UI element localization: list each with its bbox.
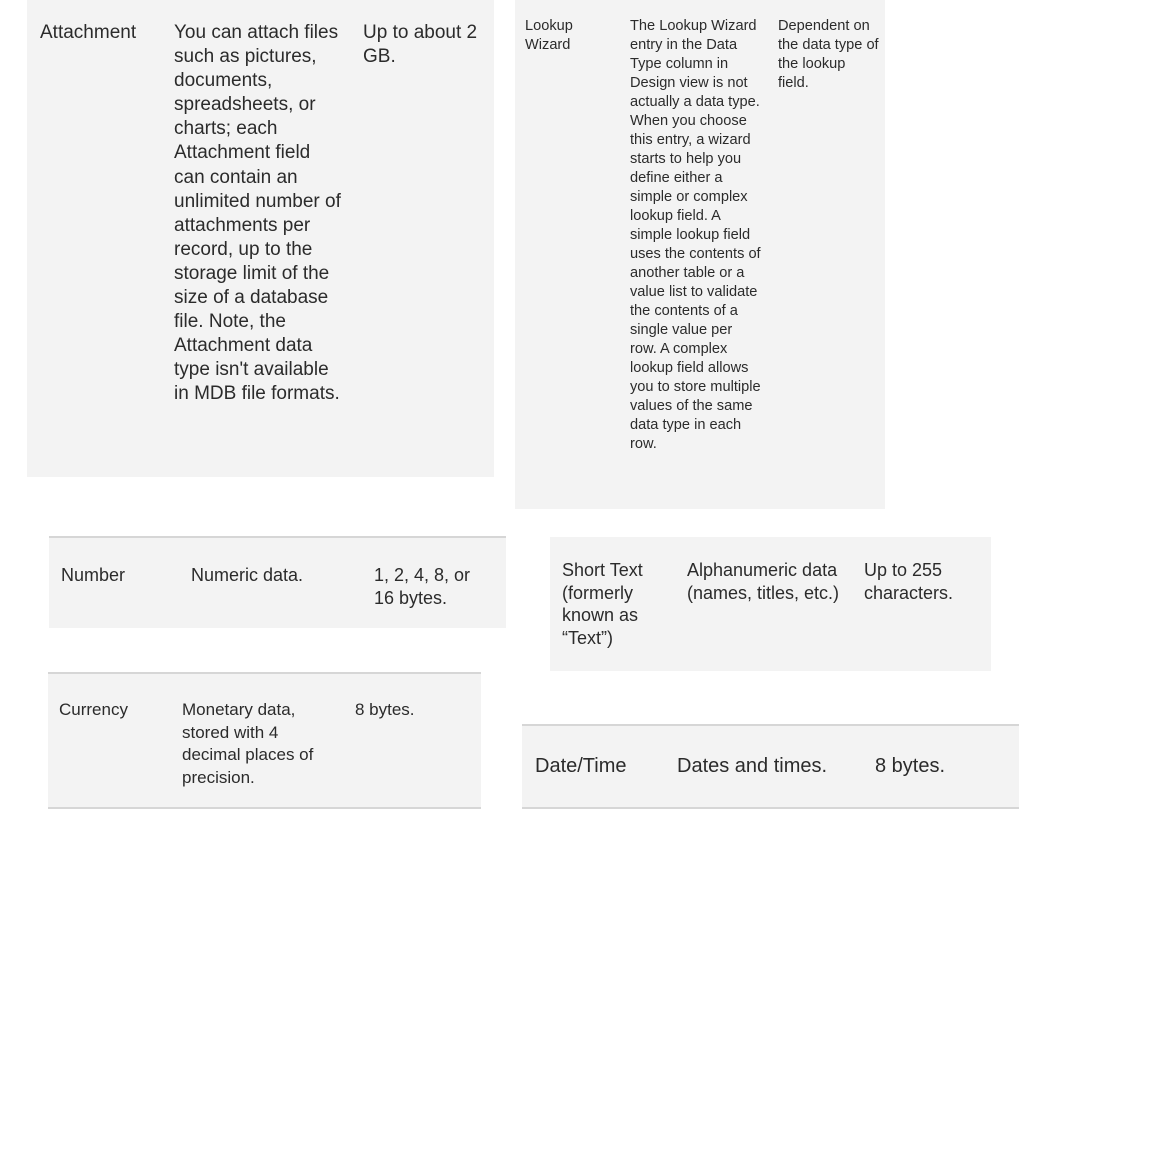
description-cell: Alphanumeric data (names, titles, etc.) — [687, 560, 840, 603]
date-time-row — [522, 724, 1019, 809]
data-type-cell: Currency — [59, 700, 128, 719]
description-cell: The Lookup Wizard entry in the Data Type column in Design view is not actually a data type. When you choose this entry, a wizard starts to help you define either a simple or complex lookup field. A simple lookup field uses the contents of another table or a value list to validate the contents of a single value per row. A complex lookup field allows you to store multiple values of the same data type in each row. — [630, 18, 761, 452]
currency-row — [48, 672, 481, 809]
data-type-cell: Short Text (formerly known as “Text”) — [562, 560, 643, 649]
description-cell: You can attach files such as pictures, documents, spreadsheets, or charts; each Attachment field can contain an unlimited number of attachments per record, up to the storage limit of the size of a database file. Note, the Attachment data type isn't available in MDB file formats. — [174, 22, 341, 405]
description-cell: Monetary data, stored with 4 decimal places of precision. — [182, 700, 314, 787]
data-type-cell: Attachment — [40, 22, 137, 43]
description-cell: Dates and times. — [677, 755, 828, 777]
data-type-cell: Date/Time — [535, 755, 627, 777]
short-text-row — [550, 537, 991, 671]
data-type-cell: Number — [61, 565, 126, 585]
storage-size-cell: Up to about 2 GB. — [363, 22, 478, 68]
storage-size-cell: 8 bytes. — [355, 700, 415, 719]
attachment-row — [27, 0, 494, 477]
lookup-wizard-row — [515, 0, 885, 509]
data-type-cell: Lookup Wizard — [525, 18, 573, 53]
storage-size-cell: 8 bytes. — [875, 755, 946, 777]
storage-size-cell: Up to 255 characters. — [864, 560, 954, 603]
description-cell: Numeric data. — [191, 565, 304, 585]
number-row — [49, 536, 506, 628]
storage-size-cell: 1, 2, 4, 8, or 16 bytes. — [374, 565, 471, 608]
storage-size-cell: Dependent on the data type of the lookup field. — [778, 18, 879, 91]
